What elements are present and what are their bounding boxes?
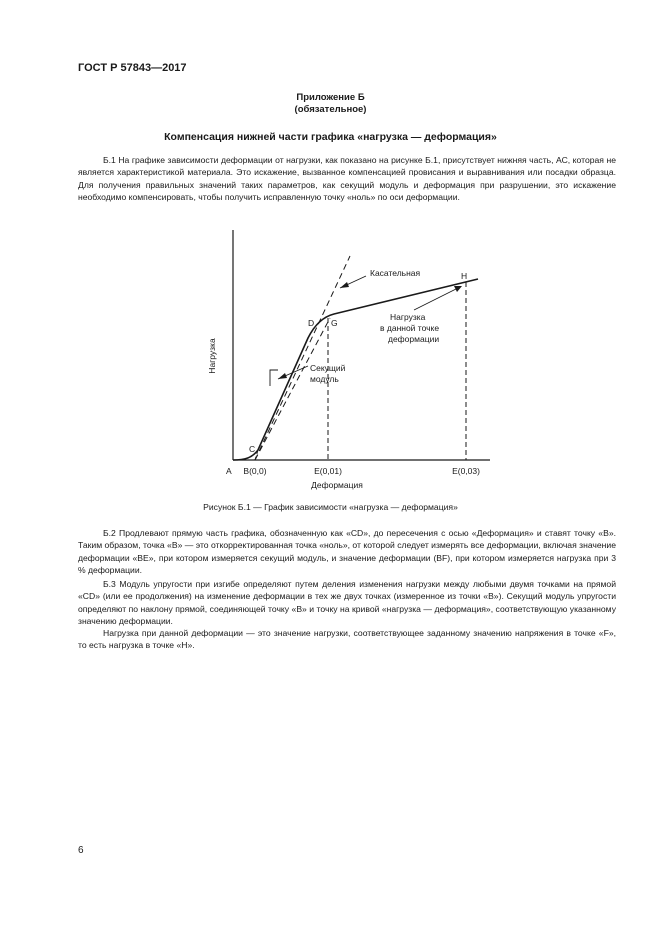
point-g-label: G [331,318,338,328]
point-c-label: C [249,444,256,454]
point-a-label: A [226,466,232,476]
y-axis-label: Нагрузка [207,338,217,374]
point-d-label: D [308,318,315,328]
point-b-label: B(0,0) [243,466,267,476]
tangent-arrow-head [340,282,349,288]
tangent-label: Касательная [370,268,421,278]
load-arrow-line [414,288,458,310]
tangent-line [255,256,350,460]
load-label-line2: в данной точке [380,323,440,333]
figure-caption: Рисунок Б.1 — График зависимости «нагрузка — деформация» [203,502,458,512]
annex-heading: Компенсация нижней части графика «нагрузка — деформация» [164,131,497,143]
secant-line [255,318,330,460]
paragraph-load-definition: Нагрузка при данной деформации — это значение нагрузки, соответствующее заданному значению напряжения в точке «F», то есть нагрузка в точке «Н». [78,628,616,651]
point-h-label: H [461,271,468,281]
point-e003-label: E(0,03) [452,466,480,476]
x-axis-label: Деформация [311,480,363,490]
page-number: 6 [78,845,84,856]
load-deformation-figure [200,226,500,496]
secant-label-line2: модуль [310,374,339,384]
paragraph-b1: Б.1 На графике зависимости деформации от нагрузки, как показано на рисунке Б.1, присутствует нижняя часть, АС, которая не является характеристикой материала. Это искажение, вызванное компенсацией провисания и выравнивания или посадки образца. Для получения правильных значений таких параметров, как секущий модуль и деформация при разрушении, это искажение необходимо компенсировать, чтобы получить исправленную точку «ноль» по оси деформации. [78,155,616,203]
secant-label-line1: Секущий [310,363,346,373]
paragraph-b3: Б.3 Модуль упругости при изгибе определяют путем деления изменения нагрузки между любыми двумя точками на прямой «CD» (или ее продолжения) на изменение деформации в тех же двух точках (измеренное из точки «В»). Секущий модуль упругости определяют по наклону прямой, соединяющей точку «В» и точку на кривой «нагрузка — деформация», соответствующую указанному значению деформации. [78,579,616,627]
annex-title: Приложение Б [296,92,365,103]
annex-status: (обязательное) [294,104,367,115]
load-deformation-graph [200,226,500,496]
load-label-line1: Нагрузка [390,312,426,322]
secant-arrow-head [278,373,287,379]
paragraph-b2: Б.2 Продлевают прямую часть графика, обозначенную как «CD», до пересечения с осью «Деформация» и ставят точку «В». Таким образом, точка «В» — это откорректированная точка «ноль», от которой следует измерять все деформации, включая значение деформации «BE», при котором измеряется секущий модуль, и значение деформации (BF), при котором измеряется нагрузка при 3 % деформации. [78,528,616,576]
document-header: ГОСТ Р 57843—2017 [78,62,187,74]
load-label-line3: деформации [388,334,440,344]
point-e001-label: E(0,01) [314,466,342,476]
secant-slope-triangle [270,370,278,386]
